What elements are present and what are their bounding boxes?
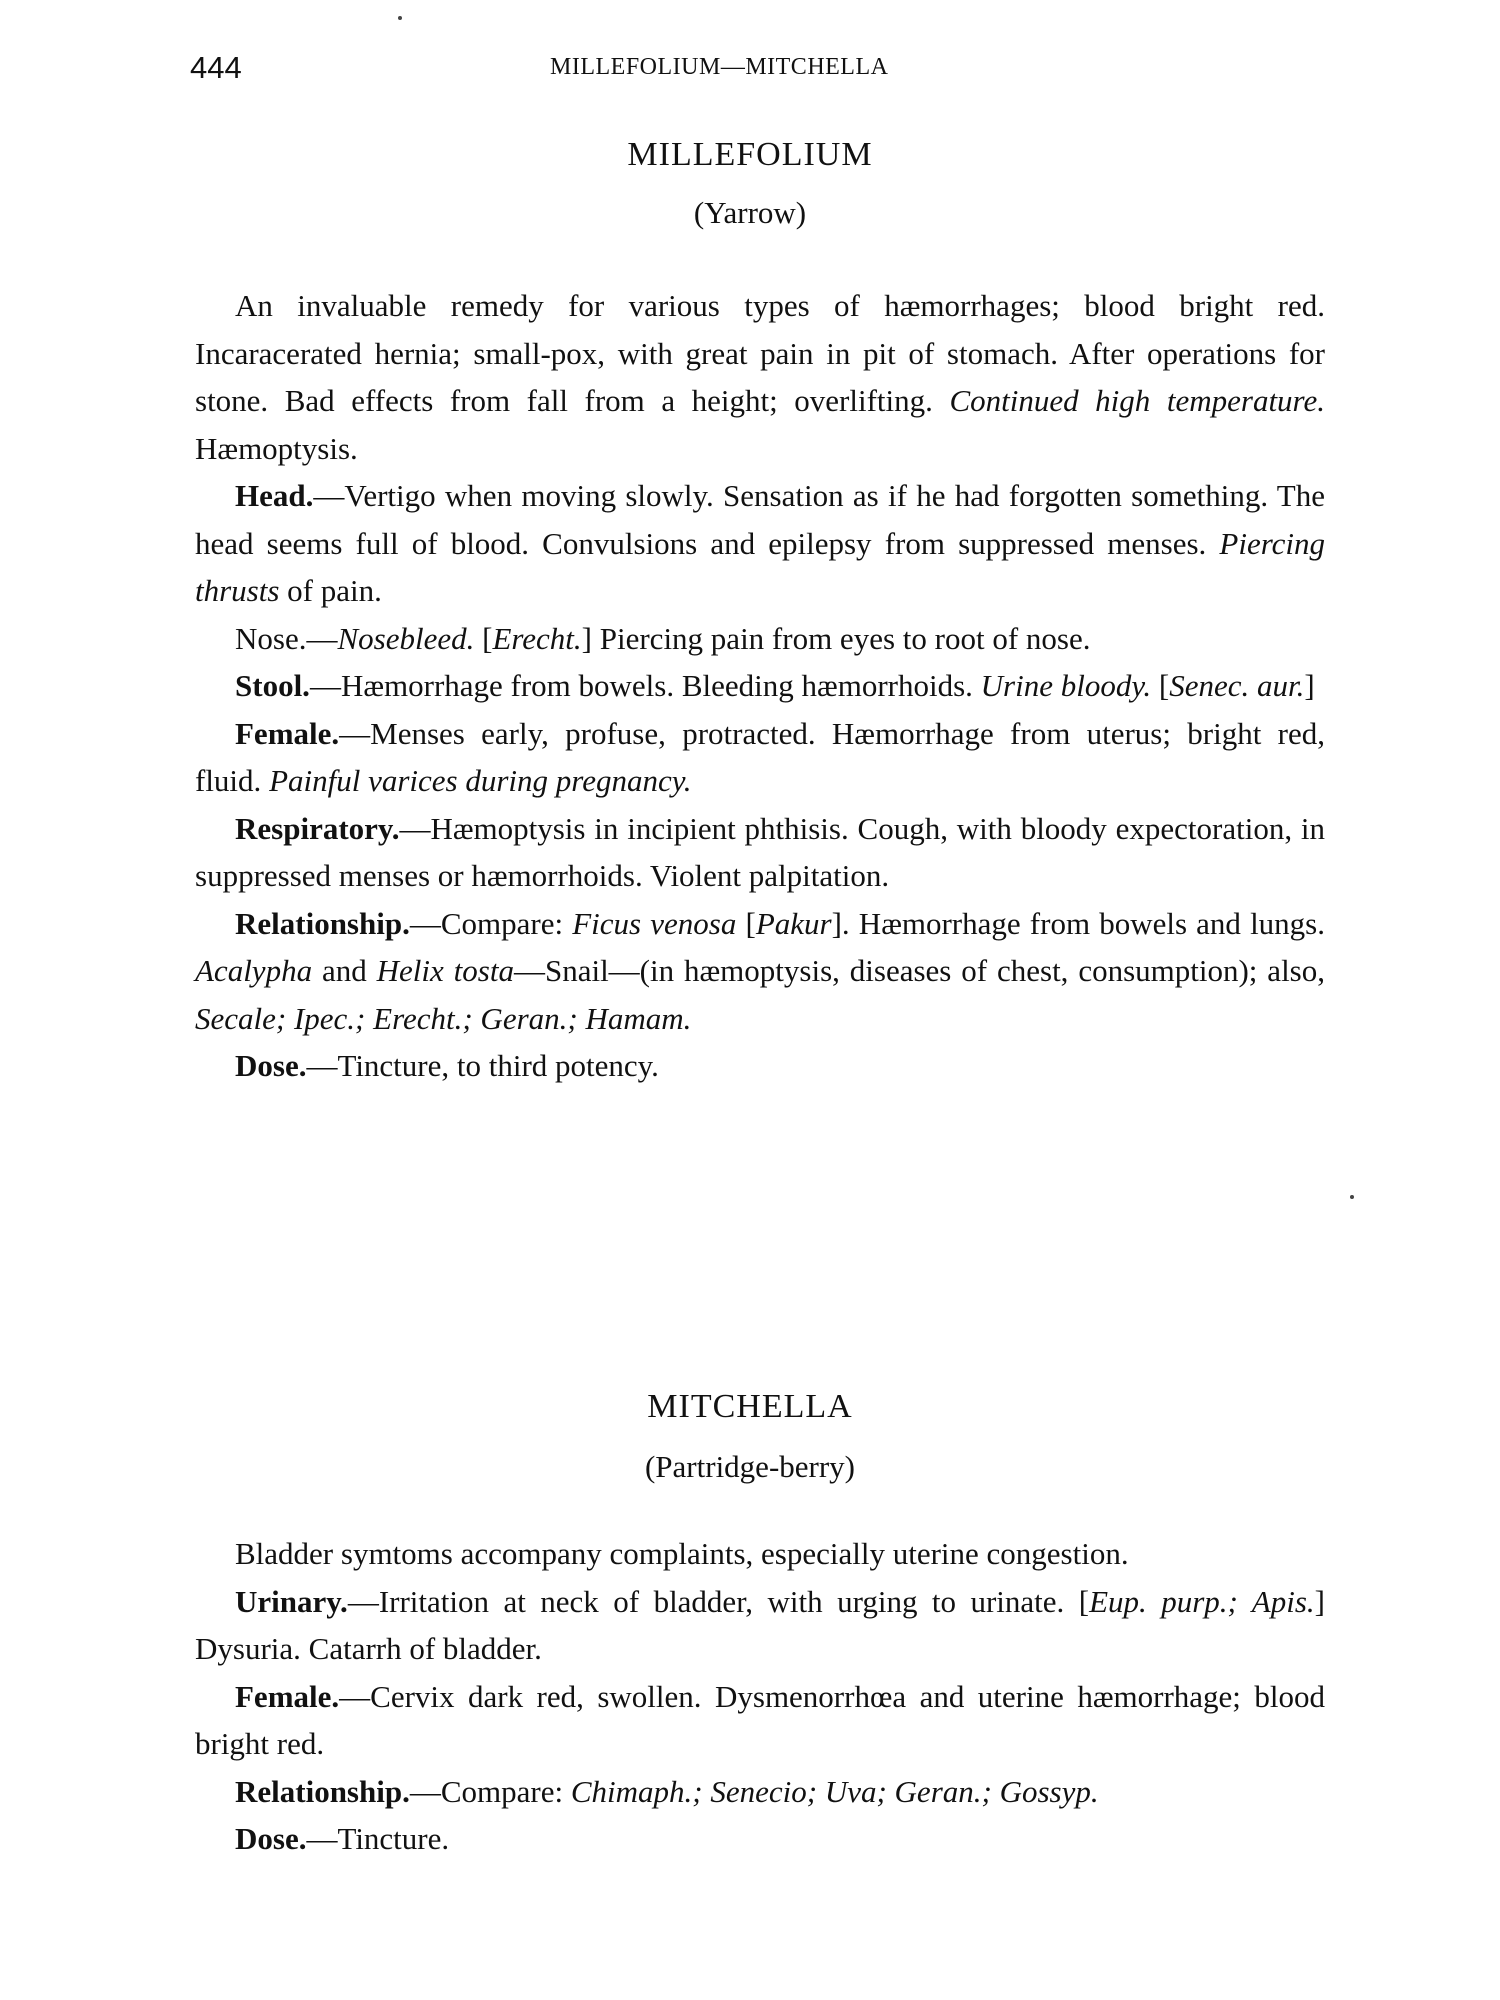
italic-text: Chimaph.; Senecio; Uva; Geran.; Gossyp.	[570, 1773, 1099, 1809]
italic-text: Ficus venosa	[572, 905, 737, 941]
text: and	[312, 953, 377, 988]
rubric-label: Head.	[235, 478, 314, 513]
text: ] Piercing pain from eyes to root of nose.	[581, 620, 1091, 656]
italic-text: Erecht.	[492, 620, 582, 656]
text: —Vertigo when moving slowly. Sensation as if he had forgotten something. The head seems full of blood. Convulsions and epilepsy from suppressed menses.	[195, 478, 1325, 561]
text: Hæmoptysis.	[195, 430, 358, 466]
text: —Compare:	[409, 1773, 571, 1809]
paragraph-relationship	[195, 900, 1325, 1043]
italic-text: Painful varices during pregnancy.	[269, 763, 692, 798]
paragraph-respiratory	[195, 805, 1325, 900]
rubric-label: Urinary.	[235, 1583, 348, 1619]
italic-text: Nosebleed.	[337, 620, 475, 656]
italic-text: Secale; Ipec.; Erecht.; Geran.; Hamam.	[195, 1000, 692, 1036]
millefolium-body	[195, 282, 1325, 1090]
mitchella-body	[195, 1530, 1325, 1863]
paragraph-nose	[195, 615, 1325, 663]
section-subtitle-partridge-berry: (Partridge-berry)	[644, 1449, 855, 1484]
running-title: MILLEFOLIUM—MITCHELLA	[550, 54, 889, 80]
paragraph-intro	[195, 282, 1325, 472]
rubric-label: Dose.	[235, 1821, 307, 1856]
text: —Hæmorrhage from bowels. Bleeding hæmorrhoids.	[309, 668, 981, 703]
text: —	[306, 620, 338, 656]
text: —Tincture, to third potency.	[306, 1048, 659, 1083]
text: [	[1151, 668, 1170, 703]
rubric-label: Female.	[235, 715, 340, 751]
text: ]. Hæmorrhage from bowels and lungs.	[831, 905, 1325, 941]
text: —Tincture.	[306, 1821, 450, 1856]
paragraph-female	[195, 1673, 1325, 1768]
text: ]	[1304, 668, 1315, 703]
text: An invaluable remedy for various types of hæmorrhages; blood bright red. Incaracerated hernia; small-pox, with great pain in pit of stomach. After operations for stone. Bad effects from fall from a height; overlifting.	[195, 288, 1325, 418]
text: —Hæmoptysis in incipient phthisis. Cough, with bloody expectoration, in suppressed menses or hæmorrhoids. Violent palpitation.	[195, 810, 1325, 893]
scan-speck	[398, 16, 402, 20]
paragraph-relationship	[195, 1768, 1325, 1816]
text: Bladder symtoms accompany complaints, especially uterine congestion.	[235, 1536, 1129, 1571]
text: of pain.	[279, 573, 382, 608]
text: ] Dysuria. Catarrh of bladder.	[195, 1583, 1325, 1666]
paragraph-dose	[195, 1815, 1325, 1863]
italic-text: Continued high temperature.	[949, 383, 1325, 418]
italic-text: Piercing thrusts	[195, 525, 1325, 608]
scan-speck	[1350, 1195, 1354, 1199]
section-title-millefolium: MILLEFOLIUM	[627, 136, 873, 173]
section-title-mitchella: MITCHELLA	[647, 1388, 853, 1425]
text: —Cervix dark red, swollen. Dysmenorrhœa and uterine hæmorrhage; blood bright red.	[195, 1678, 1325, 1761]
running-head	[190, 50, 1320, 90]
text: —Irritation at neck of bladder, with urging to urinate. [	[347, 1583, 1090, 1619]
italic-text: Eup. purp.; Apis.	[1089, 1583, 1315, 1619]
text: [	[736, 905, 756, 941]
italic-text: Urine bloody.	[980, 668, 1152, 703]
italic-text: Pakur	[755, 905, 832, 941]
rubric-label: Stool.	[235, 668, 310, 703]
paragraph-stool	[195, 662, 1325, 710]
rubric-label: Respiratory.	[235, 810, 400, 846]
italic-text: Senec. aur.	[1169, 668, 1305, 703]
paragraph-dose	[195, 1042, 1325, 1090]
rubric-label: Dose.	[235, 1048, 307, 1083]
rubric-label: Relationship.	[235, 905, 410, 941]
text: [	[474, 620, 493, 656]
rubric-label: Female.	[235, 1678, 340, 1714]
text: —Compare:	[409, 905, 573, 941]
rubric-label: Nose.	[235, 620, 307, 656]
italic-text: Acalypha	[195, 953, 313, 988]
rubric-label: Relationship.	[235, 1773, 410, 1809]
paragraph-intro	[195, 1530, 1325, 1578]
page-number: 444	[190, 50, 242, 85]
text: —Menses early, profuse, protracted. Hæmorrhage from uterus; bright red, fluid.	[195, 715, 1325, 798]
paragraph-head	[195, 472, 1325, 615]
section-subtitle-yarrow: (Yarrow)	[693, 195, 807, 230]
paragraph-female	[195, 710, 1325, 805]
paragraph-urinary	[195, 1578, 1325, 1673]
text: —Snail—(in hæmoptysis, diseases of chest, consumption); also,	[513, 953, 1325, 988]
italic-text: Helix tosta	[376, 953, 514, 988]
